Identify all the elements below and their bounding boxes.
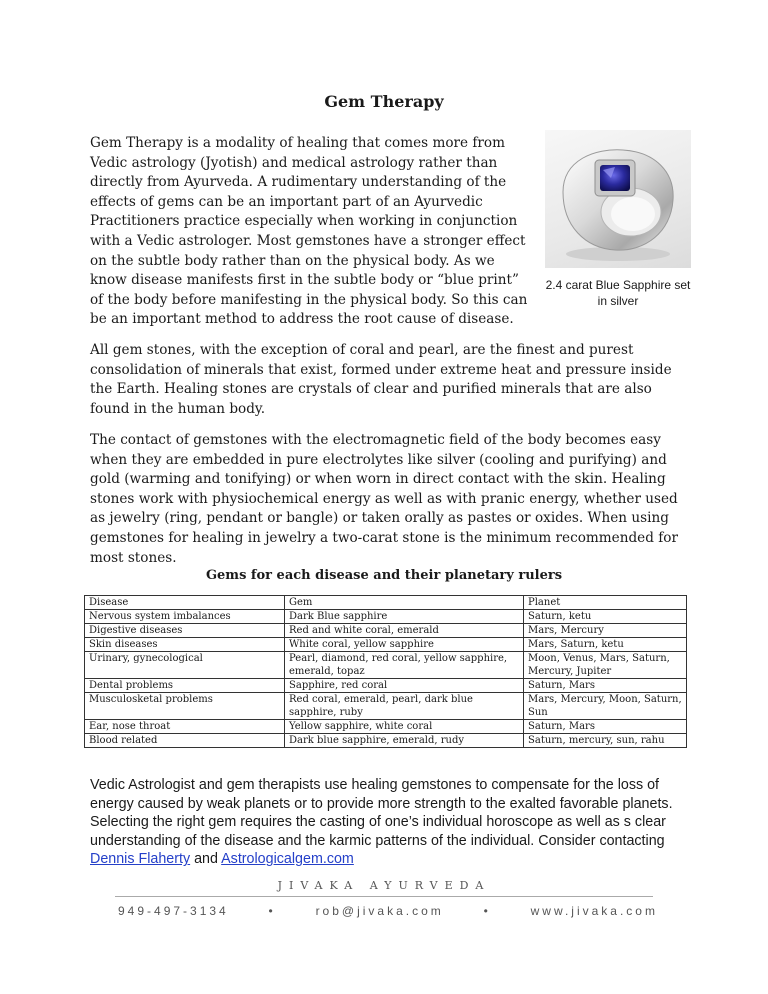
page-title: Gem Therapy: [324, 92, 444, 111]
header-disease: Disease: [85, 596, 285, 610]
gem-cell: Red and white coral, emerald: [285, 624, 524, 638]
table-row: [85, 720, 687, 734]
planet-cell: Saturn, Mars: [524, 679, 687, 693]
table-row: [85, 693, 687, 720]
disease-cell: Musculosketal problems: [85, 693, 285, 720]
table-row: [85, 679, 687, 693]
planet-cell: Mars, Saturn, ketu: [524, 638, 687, 652]
planet-cell: Saturn, mercury, sun, rahu: [524, 734, 687, 748]
disease-cell: Blood related: [85, 734, 285, 748]
header-gem: Gem: [285, 596, 524, 610]
disease-cell: Digestive diseases: [85, 624, 285, 638]
gem-cell: Pearl, diamond, red coral, yellow sapphire, emerald, topaz: [285, 652, 524, 679]
table-title: Gems for each disease and their planetary rulers: [205, 568, 563, 583]
gem-cell: Dark Blue sapphire: [285, 610, 524, 624]
paragraph-electromagnetic: The contact of gemstones with the electromagnetic field of the body becomes easy when they are embedded in pure electrolytes like silver (cooling and purifying) and gold (warming and tonifying) or when worn in direct contact with the skin. Healing stones work with physiochemical energy as well as with pranic energy, whether used as jewelry (ring, pendant or bangle) or taken orally as pastes or oxides. When using gemstones for healing in jewelry a two-carat stone is the minimum recommended for most stones.: [90, 432, 678, 566]
footer-brand: JIVAKA AYURVEDA: [277, 879, 491, 892]
footer-phone: 949-497-3134: [118, 904, 229, 918]
ring-illustration: [545, 130, 691, 268]
dennis-flaherty-link[interactable]: Dennis Flaherty: [90, 851, 191, 868]
footer-contacts: [118, 904, 658, 918]
footer-divider: [115, 896, 653, 897]
photo-caption: 2.4 carat Blue Sapphire set in silver: [545, 278, 691, 308]
table-row: [85, 624, 687, 638]
planet-cell: Mars, Mercury: [524, 624, 687, 638]
footer-email: rob@jivaka.com: [315, 904, 444, 918]
footer-bullet: •: [268, 904, 276, 918]
gem-cell: Dark blue sapphire, emerald, rudy: [285, 734, 524, 748]
gem-cell: Yellow sapphire, white coral: [285, 720, 524, 734]
planet-cell: Saturn, Mars: [524, 720, 687, 734]
disease-cell: Urinary, gynecological: [85, 652, 285, 679]
disease-cell: Skin diseases: [85, 638, 285, 652]
table-header-row: [85, 596, 687, 610]
closing-text: Vedic Astrologist and gem therapists use healing gemstones to compensate for the loss of energy caused by weak planets or to provide more strength to the exalted favorable planets. Selecting the right gem requires the casting of one’s individual horoscope as well as s clear understanding of the disease and the karmic patterns of the individual. Consider contacting: [90, 777, 673, 849]
table-row: [85, 652, 687, 679]
gem-cell: White coral, yellow sapphire: [285, 638, 524, 652]
table-row: [85, 734, 687, 748]
planet-cell: Moon, Venus, Mars, Saturn, Mercury, Jupiter: [524, 652, 687, 679]
paragraph-gem-stones: All gem stones, with the exception of coral and pearl, are the finest and purest consolidation of minerals that exist, formed under extreme heat and pressure inside the Earth. Healing stones are crystals of clear and purified minerals that are also found in the human body.: [90, 342, 672, 417]
gem-cell: Sapphire, red coral: [285, 679, 524, 693]
sapphire-ring-photo: [545, 130, 691, 268]
planet-cell: Saturn, ketu: [524, 610, 687, 624]
closing-and: and: [190, 851, 222, 868]
astrologicalgem-link[interactable]: Astrologicalgem.com: [221, 851, 354, 868]
planet-cell: Mars, Mercury, Moon, Saturn, Sun: [524, 693, 687, 720]
table-row: [85, 638, 687, 652]
header-planet: Planet: [524, 596, 687, 610]
disease-cell: Dental problems: [85, 679, 285, 693]
disease-cell: Ear, nose throat: [85, 720, 285, 734]
gem-disease-table: [84, 595, 687, 748]
gem-cell: Red coral, emerald, pearl, dark blue sapphire, ruby: [285, 693, 524, 720]
disease-cell: Nervous system imbalances: [85, 610, 285, 624]
table-row: [85, 610, 687, 624]
closing-paragraph: [90, 776, 690, 869]
intro-paragraph: Gem Therapy is a modality of healing that comes more from Vedic astrology (Jyotish) and medical astrology rather than directly from Ayurveda. A rudimentary understanding of the effects of gems can be an important part of an Ayurvedic Practitioners practice especially when working in conjunction with a Vedic astrologer. Most gemstones have a stronger effect on the subtle body rather than on the physical body. As we know disease manifests first in the subtle body or “blue print” of the body before manifesting in the physical body. So this can be an important method to address the root cause of disease.: [90, 135, 528, 328]
footer-website: www.jivaka.com: [530, 904, 658, 918]
footer-bullet: •: [483, 904, 491, 918]
